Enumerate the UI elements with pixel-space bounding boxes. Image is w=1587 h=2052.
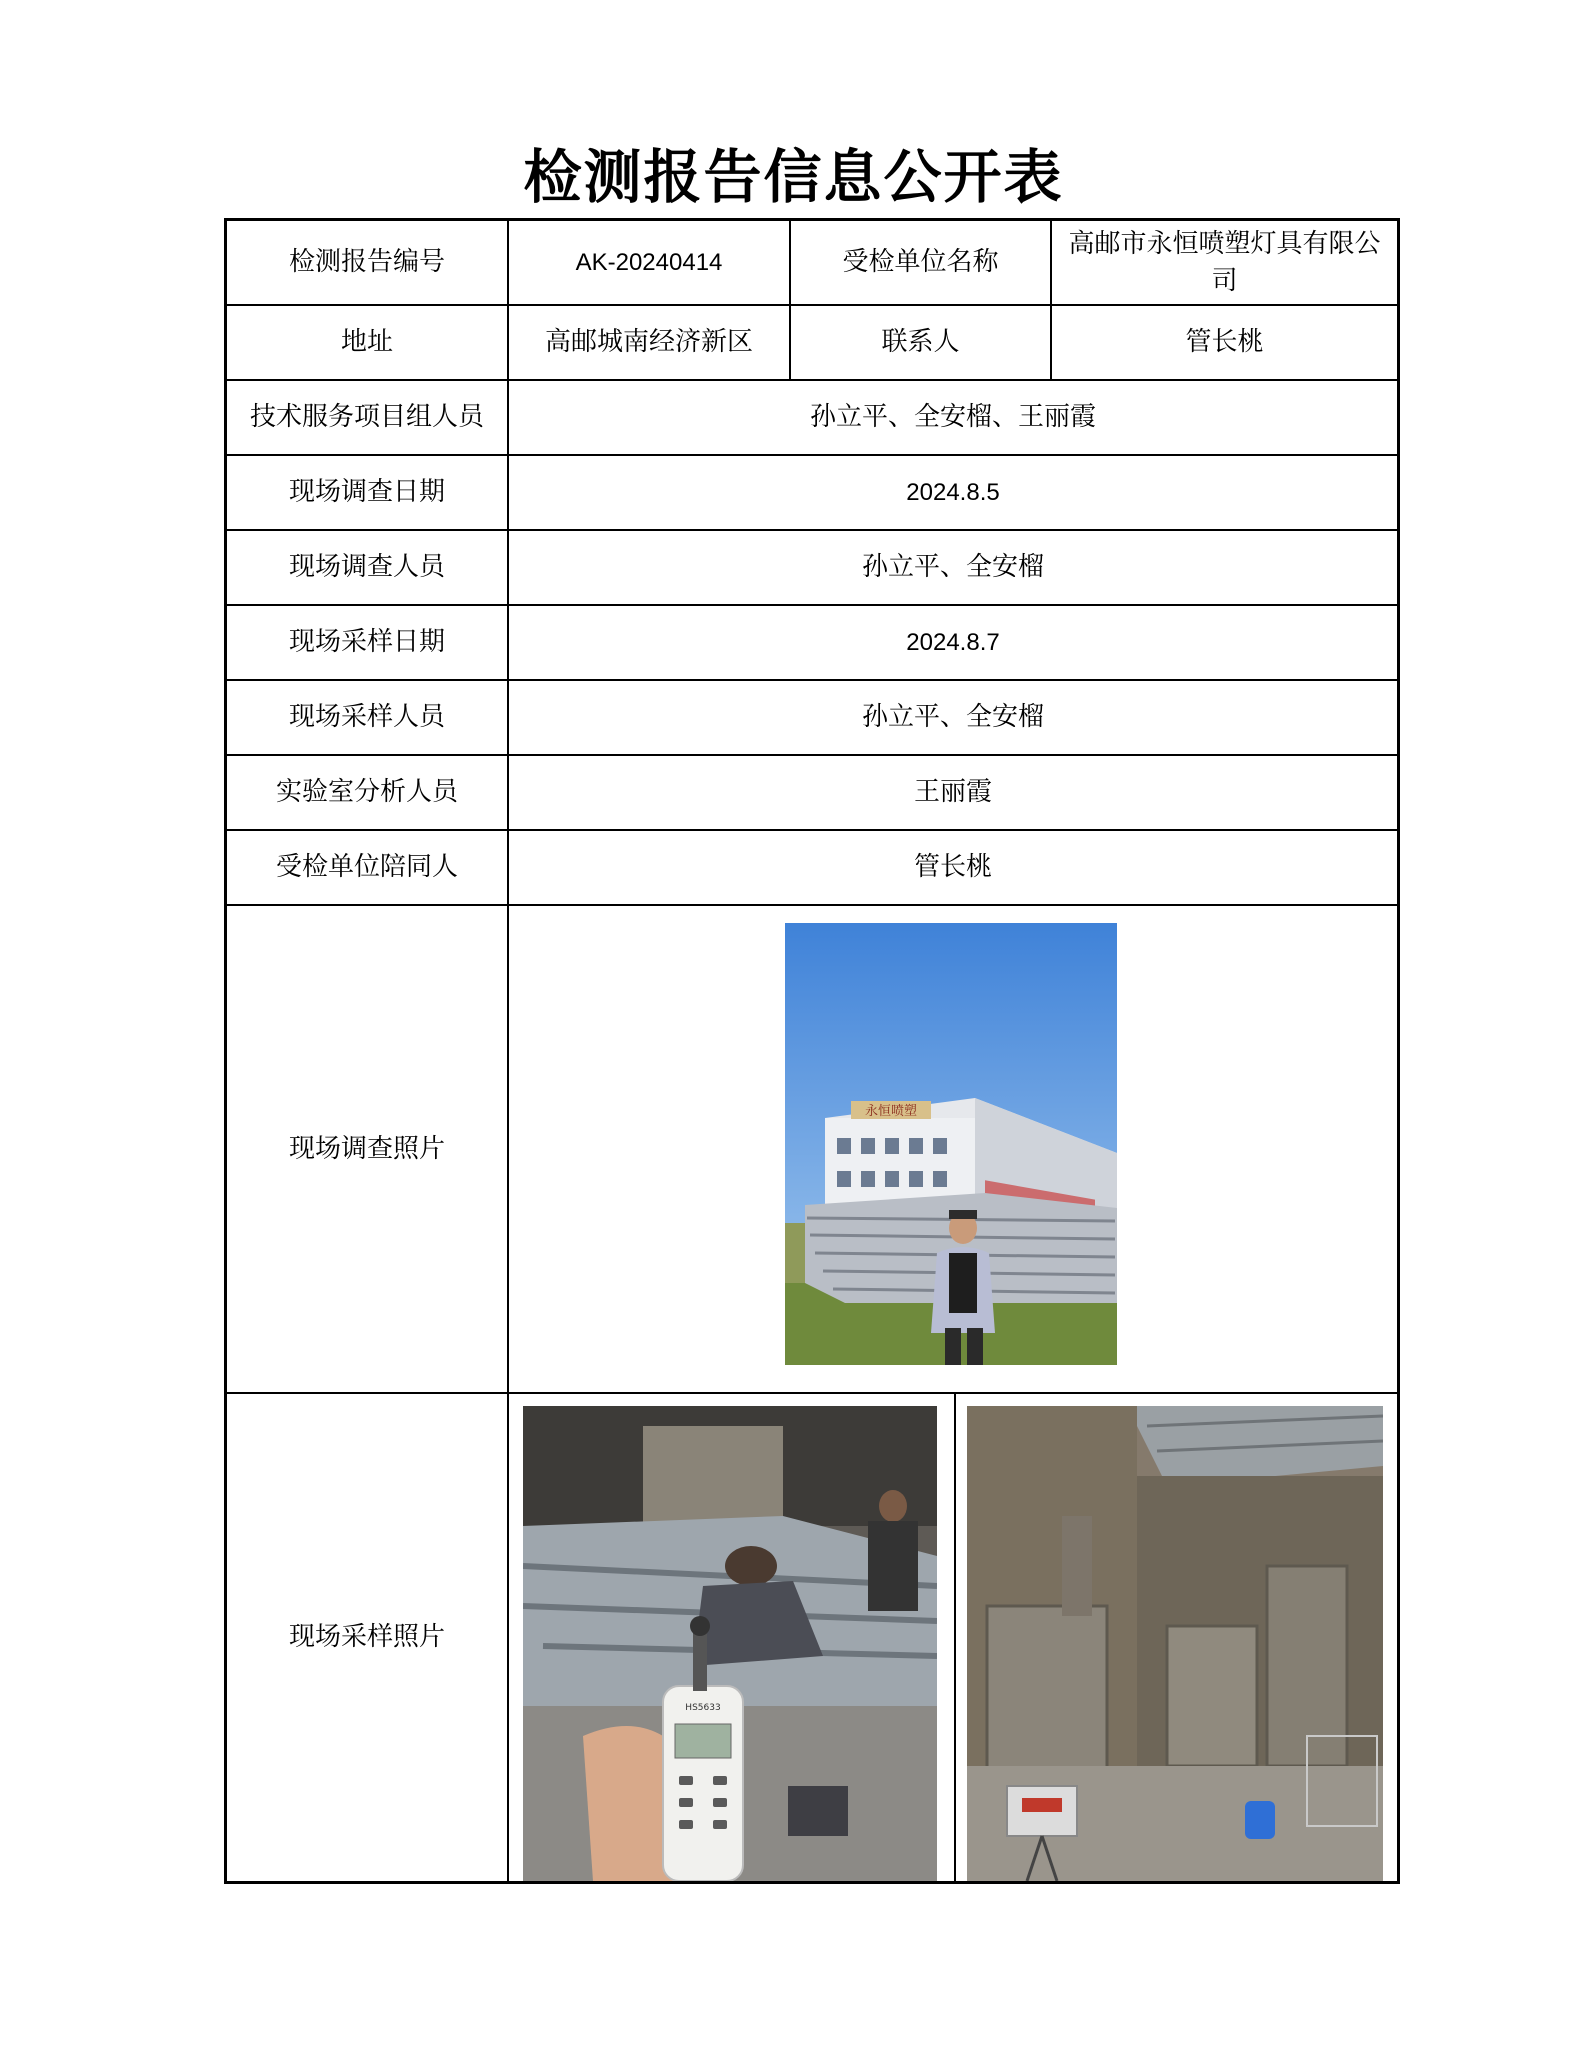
sampling-photo-label: 现场采样照片 <box>288 1622 445 1653</box>
address-label: 地址 <box>340 327 393 358</box>
survey-photo <box>785 923 1117 1365</box>
survey-staff-value: 孙立平、全安榴 <box>861 552 1044 583</box>
survey-date-label: 现场调查日期 <box>288 477 445 508</box>
contact-value: 管长桃 <box>1185 327 1264 358</box>
report-number-value: AK-20240414 <box>575 248 723 276</box>
factory-sign-text: 永恒喷塑 <box>864 1104 918 1119</box>
team-label: 技术服务项目组人员 <box>249 402 484 433</box>
sampling-staff-value: 孙立平、全安榴 <box>861 702 1044 733</box>
escort-label: 受检单位陪同人 <box>275 852 458 883</box>
unit-name-value: 高邮市永恒喷塑灯具有限公司 <box>1068 229 1381 296</box>
meter-model-text: HS5633 <box>685 1703 721 1713</box>
lab-staff-value: 王丽霞 <box>913 777 992 808</box>
sampling-date-label: 现场采样日期 <box>288 627 445 658</box>
report-info-table <box>224 218 1400 1884</box>
report-number-label: 检测报告编号 <box>288 247 445 278</box>
lab-staff-label: 实验室分析人员 <box>275 777 458 808</box>
escort-value: 管长桃 <box>913 852 992 883</box>
team-value: 孙立平、全安榴、王丽霞 <box>809 402 1096 433</box>
unit-name-label: 受检单位名称 <box>842 247 999 278</box>
address-value: 高邮城南经济新区 <box>544 327 753 358</box>
survey-staff-label: 现场调查人员 <box>288 552 445 583</box>
contact-label: 联系人 <box>881 327 960 358</box>
sampling-staff-label: 现场采样人员 <box>288 702 445 733</box>
page-title: 检测报告信息公开表 <box>523 143 1064 211</box>
sampling-photo-equipment <box>967 1406 1383 1881</box>
sampling-photo-meter <box>523 1406 937 1881</box>
sampling-date-value: 2024.8.7 <box>906 628 1000 656</box>
survey-date-value: 2024.8.5 <box>906 478 1000 506</box>
survey-photo-label: 现场调查照片 <box>288 1133 445 1164</box>
